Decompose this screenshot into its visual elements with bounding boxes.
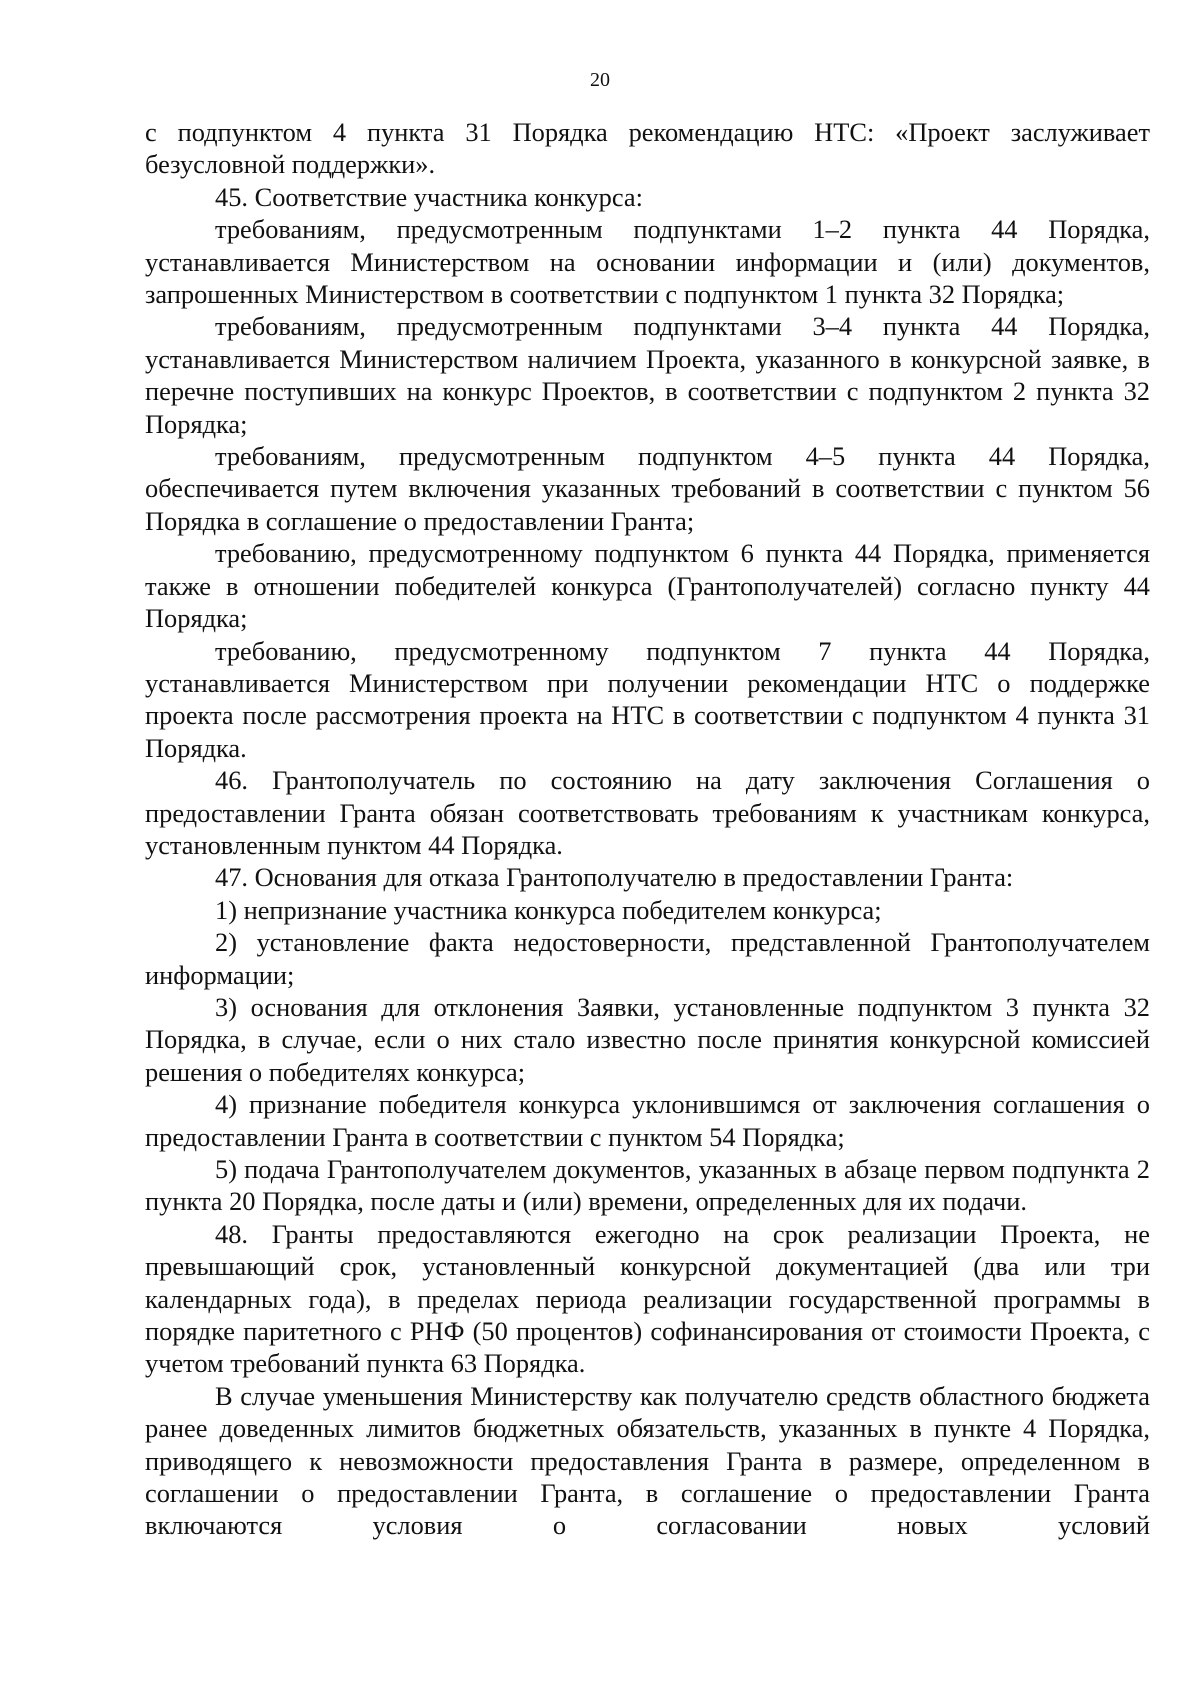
document-body xyxy=(145,116,1150,1542)
paragraph-ground-3: 3) основания для отклонения Заявки, установленные подпунктом 3 пункта 32 Порядка, в случае, если о них стало известно после принятия конкурсной комиссией решения о победителях конкурса; xyxy=(145,991,1150,1087)
paragraph-budget-reduction: В случае уменьшения Министерству как получателю средств областного бюджета ранее доведенных лимитов бюджетных обязательств, указанных в пункте 4 Порядка, приводящего к невозможности предоставления Гранта в размере, определенном в соглашении о предоставлении Гранта, в соглашение о предоставлении Гранта включаются условия о согласовании новых условий xyxy=(145,1380,1150,1541)
paragraph-item-48: 48. Гранты предоставляются ежегодно на срок реализации Проекта, не превышающий срок, установленный конкурсной документацией (два или три календарных года), в пределах периода реализации государственной программы в порядке паритетного с РНФ (50 процентов) софинансирования от стоимости Проекта, с учетом требований пункта 63 Порядка. xyxy=(145,1218,1150,1379)
paragraph-requirement-7: требованию, предусмотренному подпунктом 7 пункта 44 Порядка, устанавливается Министерством при получении рекомендации НТС о поддержке проекта после рассмотрения проекта на НТС в соответствии с подпунктом 4 пункта 31 Порядка. xyxy=(145,635,1150,763)
paragraph-requirement-6: требованию, предусмотренному подпунктом 6 пункта 44 Порядка, применяется также в отношении победителей конкурса (Грантополучателей) согласно пункту 44 Порядка; xyxy=(145,538,1150,634)
paragraph-ground-2: 2) установление факта недостоверности, представленной Грантополучателем информации; xyxy=(145,927,1150,990)
paragraph-ground-1: 1) непризнание участника конкурса победителем конкурса; xyxy=(215,894,882,925)
paragraph-requirement-4-5: требованиям, предусмотренным подпунктом 4–5 пункта 44 Порядка, обеспечивается путем включения указанных требований в соответствии с пунктом 56 Порядка в соглашение о предоставлении Гранта; xyxy=(145,441,1150,536)
paragraph-ground-5: 5) подача Грантополучателем документов, указанных в абзаце первом подпункта 2 пункта 20 Порядка, после даты и (или) времени, определенных для их подачи. xyxy=(145,1154,1150,1217)
page-number: 20 xyxy=(590,69,610,91)
paragraph-ground-4: 4) признание победителя конкурса уклонившимся от заключения соглашения о предоставлении Гранта в соответствии с пунктом 54 Порядка; xyxy=(145,1089,1150,1152)
paragraph-continuation: с подпунктом 4 пункта 31 Порядка рекомендацию НТС: «Проект заслуживает безусловной поддержки». xyxy=(145,117,1150,180)
paragraph-requirement-1-2: требованиям, предусмотренным подпунктами 1–2 пункта 44 Порядка, устанавливается Министерством на основании информации и (или) документов, запрошенных Министерством в соответствии с подпунктом 1 пункта 32 Порядка; xyxy=(145,214,1150,310)
paragraph-item-45: 45. Соответствие участника конкурса: xyxy=(215,181,643,212)
paragraph-item-47: 47. Основания для отказа Грантополучателю в предоставлении Гранта: xyxy=(215,862,1014,893)
paragraph-requirement-3-4: требованиям, предусмотренным подпунктами 3–4 пункта 44 Порядка, устанавливается Министерством наличием Проекта, указанного в конкурсной заявке, в перечне поступивших на конкурс Проектов, в соответствии с подпунктом 2 пункта 32 Порядка; xyxy=(145,311,1150,439)
paragraph-item-46: 46. Грантополучатель по состоянию на дату заключения Соглашения о предоставлении Гранта обязан соответствовать требованиям к участникам конкурса, установленным пунктом 44 Порядка. xyxy=(145,765,1150,860)
